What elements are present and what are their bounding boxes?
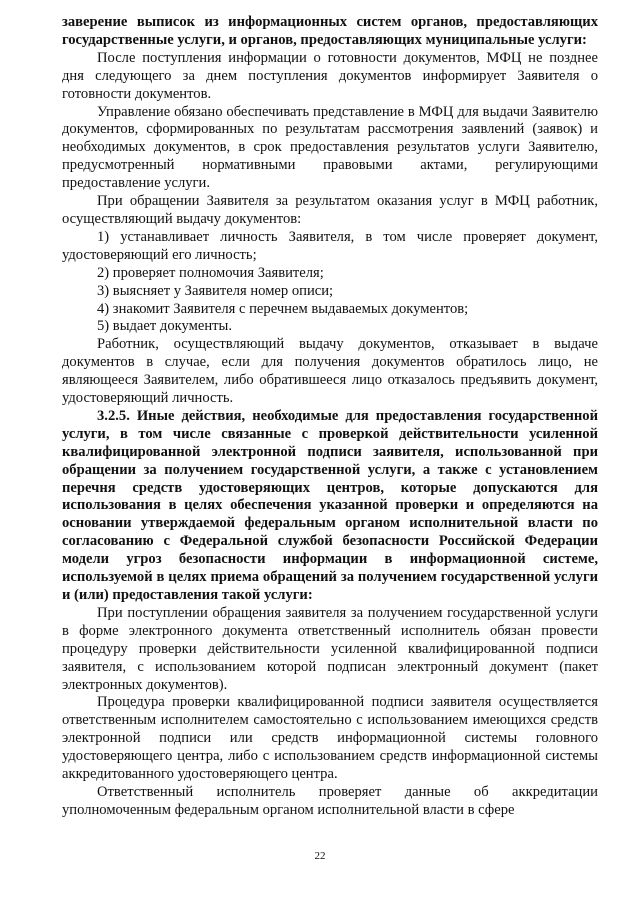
list-item-1: 1) устанавливает личность Заявителя, в том числе проверяет документ, удостоверяющий его личность; [62, 228, 598, 263]
paragraph-refusal: Работник, осуществляющий выдачу документов, отказывает в выдаче документов в случае, если для получения документов обратилось лицо, не являющееся Заявителем, либо обратившееся лицо отказалось предъявить документ, удостоверяющий личность. [62, 336, 598, 407]
paragraph-signature-check: При поступлении обращения заявителя за получением государственной услуги в форме электронного документа ответственный исполнитель обязан провести процедуру проверки действительности усиленной квалифицированной подписи заявителя, с использованием которой подписан электронный документ (пакет электронных документов). [62, 604, 598, 693]
list-item-5: 5) выдает документы. [97, 318, 232, 335]
paragraph-procedure: Процедура проверки квалифицированной подписи заявителя осуществляется ответственным исполнителем самостоятельно с использованием имеющихся средств электронной подписи или средств информационной системы головного удостоверяющего центра, либо с использованием средств информационной системы аккредитованного удостоверяющего центра. [62, 694, 598, 783]
list-item-4: 4) знакомит Заявителя с перечнем выдаваемых документов; [97, 300, 469, 317]
paragraph-accreditation: Ответственный исполнитель проверяет данные об аккредитации уполномоченным федеральным органом исполнительной власти в сфере [62, 783, 598, 818]
paragraph-readiness-notice: После поступления информации о готовности документов, МФЦ не позднее дня следующего за днем поступления документов информирует Заявителя о готовности документов. [62, 49, 598, 102]
list-item-2: 2) проверяет полномочия Заявителя; [97, 264, 324, 281]
paragraph-management-obligation: Управление обязано обеспечивать представление в МФЦ для выдачи Заявителю документов, сформированных по результатам рассмотрения заявлений (заявок) и необходимых документов, в срок предоставления результатов услуги Заявителю, предусмотренный нормативными правовыми актами, регулирующими предоставление услуги. [62, 103, 598, 192]
section-3-2-5-heading: 3.2.5. Иные действия, необходимые для предоставления государственной услуги, в том числе связанные с проверкой действительности усиленной квалифицированной электронной подписи заявителя, использованной при обращении за получением государственной услуги, а также с установлением перечня средств удостоверяющих центров, которые допускаются для использования в целях обеспечения указанной проверки и определяются на основании утверждаемой федеральным органом исполнительной власти по согласованию с Федеральной службой безопасности Российской Федерации модели угроз безопасности информации в информационной системе, используемой в целях приема обращений за получением государственной услуги и (или) предоставления такой услуги: [62, 407, 598, 603]
page-number: 22 [314, 850, 326, 862]
section-intro-heading: заверение выписок из информационных систем органов, предоставляющих государственные услуги, и органов, предоставляющих муниципальные услуги: [62, 14, 598, 48]
paragraph-mfc-worker: При обращении Заявителя за результатом оказания услуг в МФЦ работник, осуществляющий выдачу документов: [62, 193, 598, 227]
list-item-3: 3) выясняет у Заявителя номер описи; [97, 282, 334, 299]
